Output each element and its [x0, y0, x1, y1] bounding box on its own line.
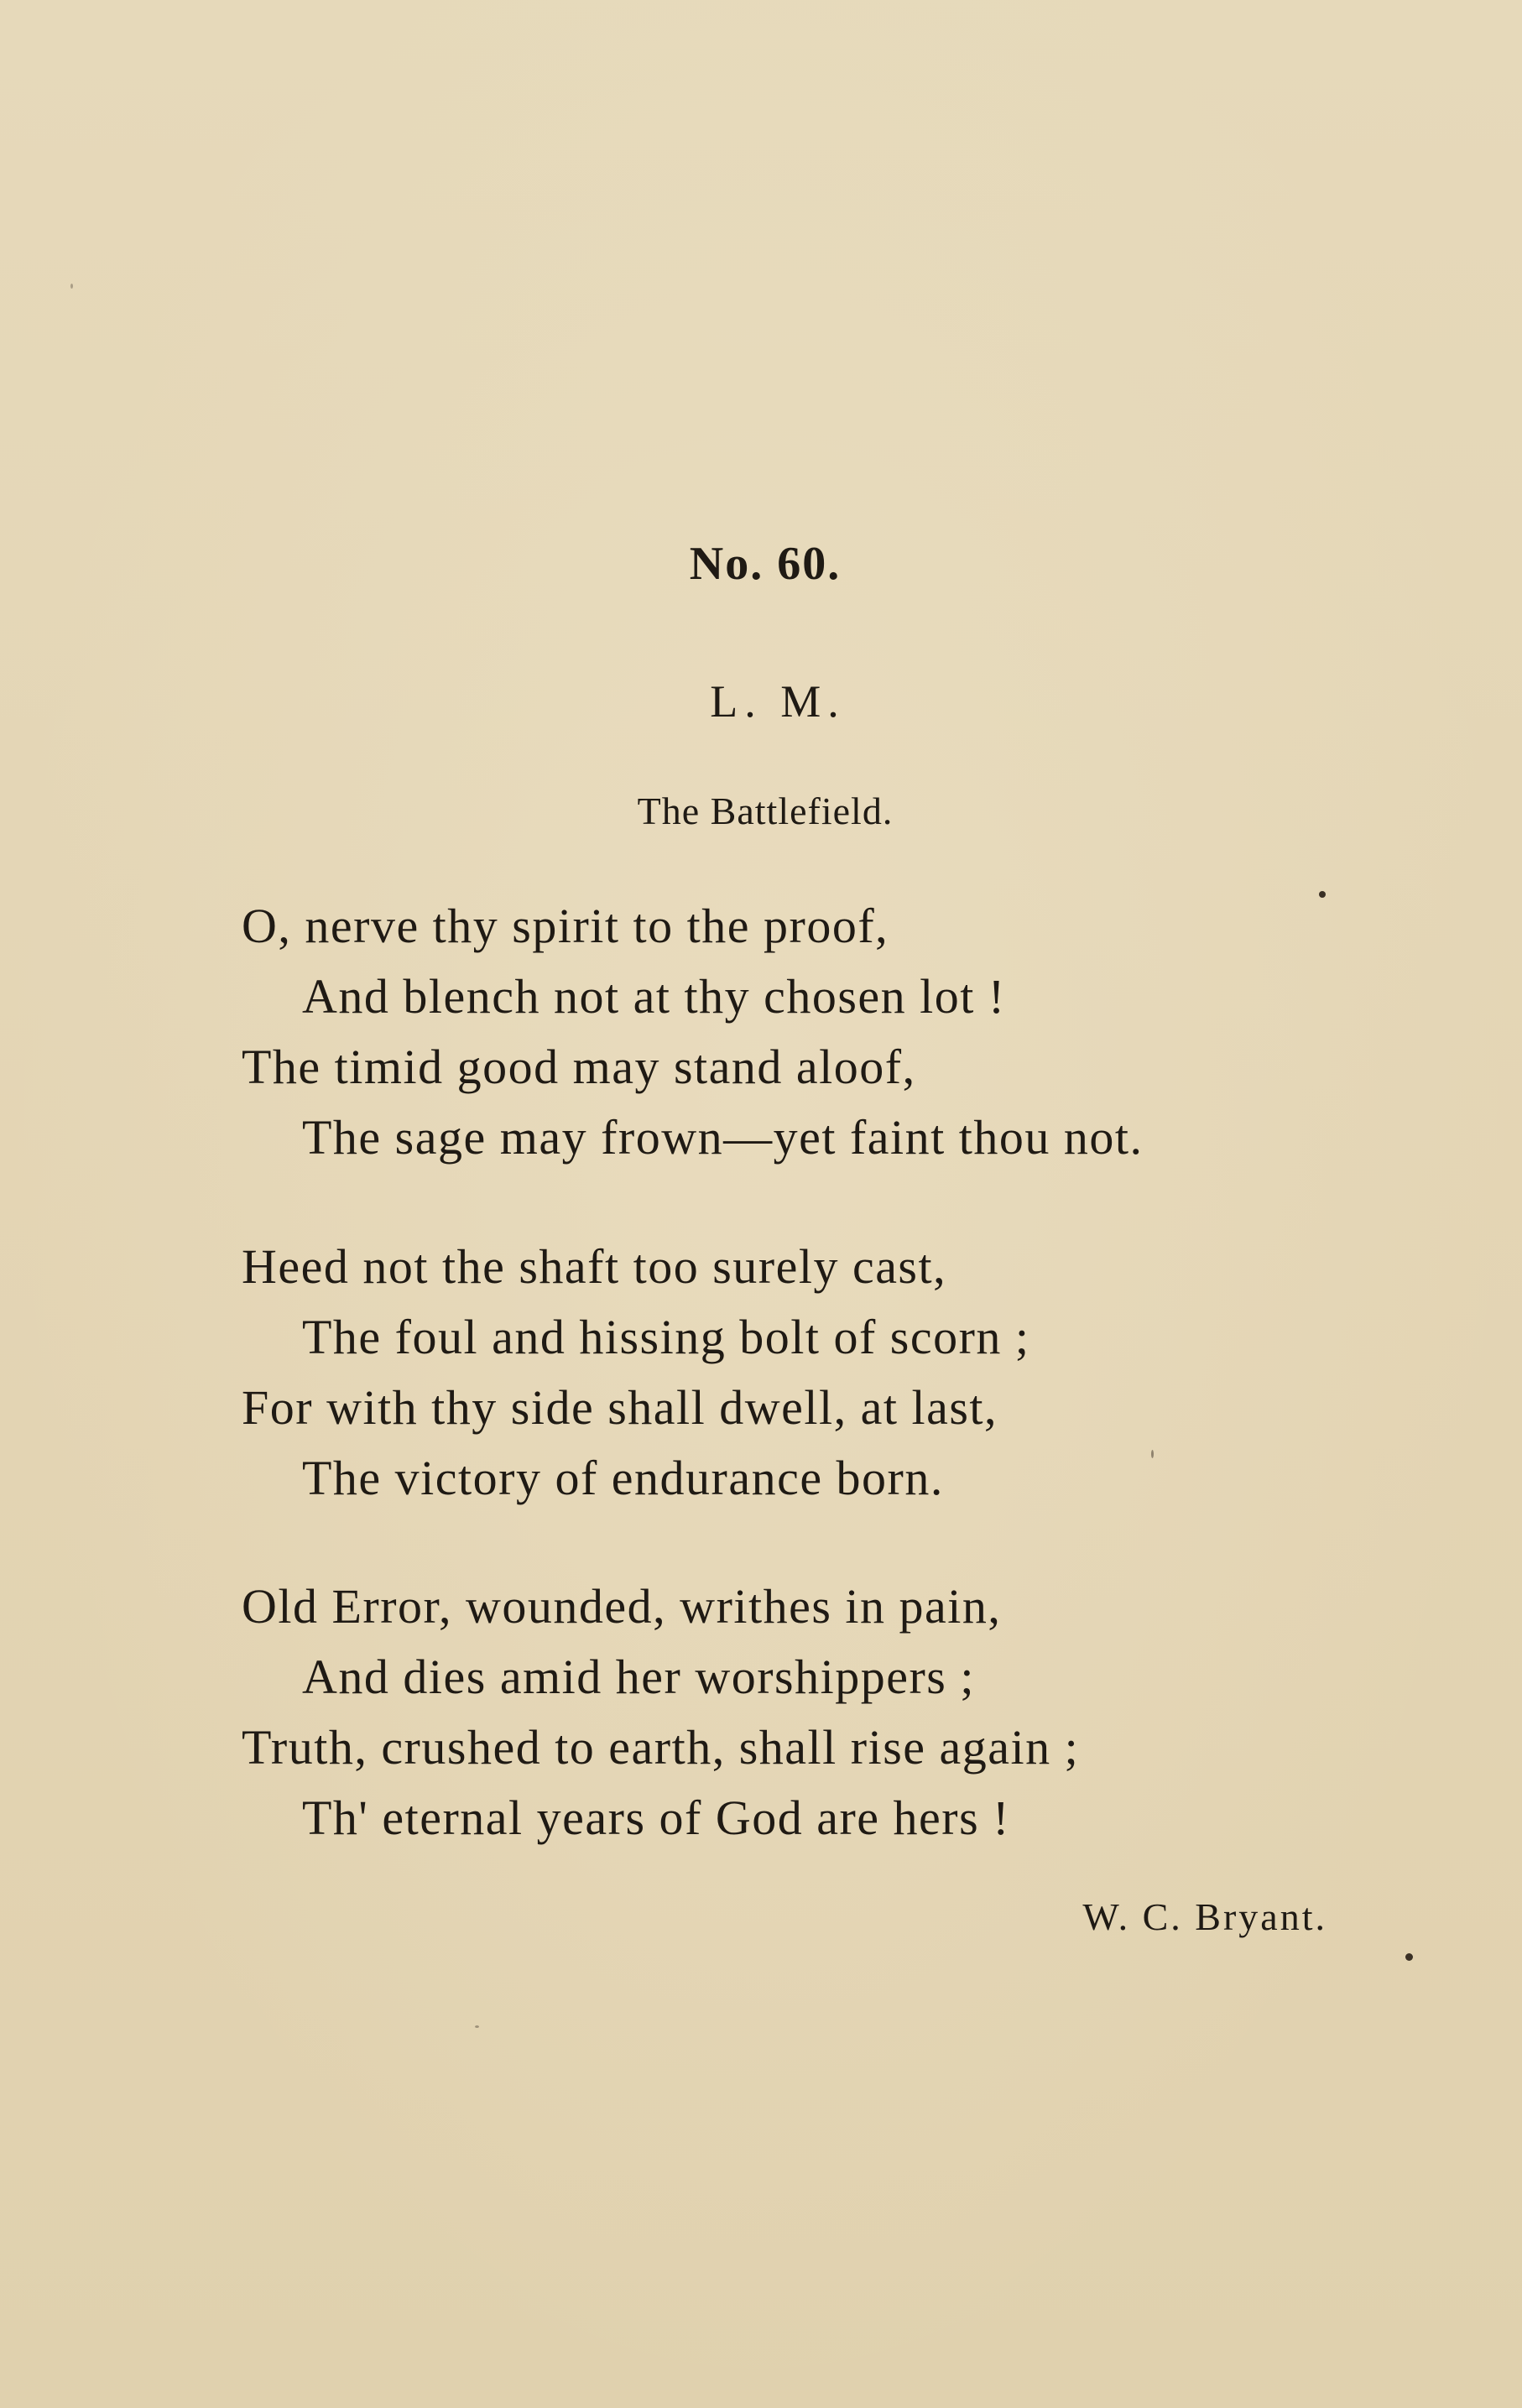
- hymn-meter: L. M.: [710, 676, 846, 727]
- poem-line: For with thy side shall dwell, at last,: [242, 1380, 998, 1435]
- poem-line: Heed not the shaft too surely cast,: [242, 1239, 947, 1294]
- poem-line: And blench not at thy chosen lot !: [302, 969, 1006, 1024]
- stanza-2: [242, 1232, 1400, 1514]
- poem-title: The Battlefield.: [637, 790, 894, 832]
- poem-line: The timid good may stand aloof,: [242, 1040, 916, 1094]
- poem-line: O, nerve thy spirit to the proof,: [242, 899, 889, 953]
- paper-speck: [1319, 891, 1326, 898]
- poem-line: Old Error, wounded, writhes in pain,: [242, 1579, 1002, 1634]
- paper-speck: [1151, 1450, 1154, 1458]
- paper-speck: [475, 2025, 479, 2028]
- paper-speck: [70, 284, 73, 289]
- stanza-1: [242, 891, 1400, 1173]
- poem-line: The sage may frown—yet faint thou not.: [302, 1110, 1144, 1165]
- paper-speck: [1405, 1953, 1413, 1961]
- poem-line: And dies amid her worshippers ;: [302, 1650, 975, 1704]
- poem-line: Th' eternal years of God are hers !: [302, 1790, 1010, 1845]
- poem-line: Truth, crushed to earth, shall rise again ;: [242, 1720, 1080, 1775]
- hymn-number: No. 60.: [689, 538, 842, 590]
- author-attribution: W. C. Bryant.: [1082, 1895, 1327, 1938]
- poem-line: The foul and hissing bolt of scorn ;: [302, 1310, 1030, 1364]
- stanza-3: [242, 1571, 1400, 1853]
- poem-line: The victory of endurance born.: [302, 1451, 944, 1505]
